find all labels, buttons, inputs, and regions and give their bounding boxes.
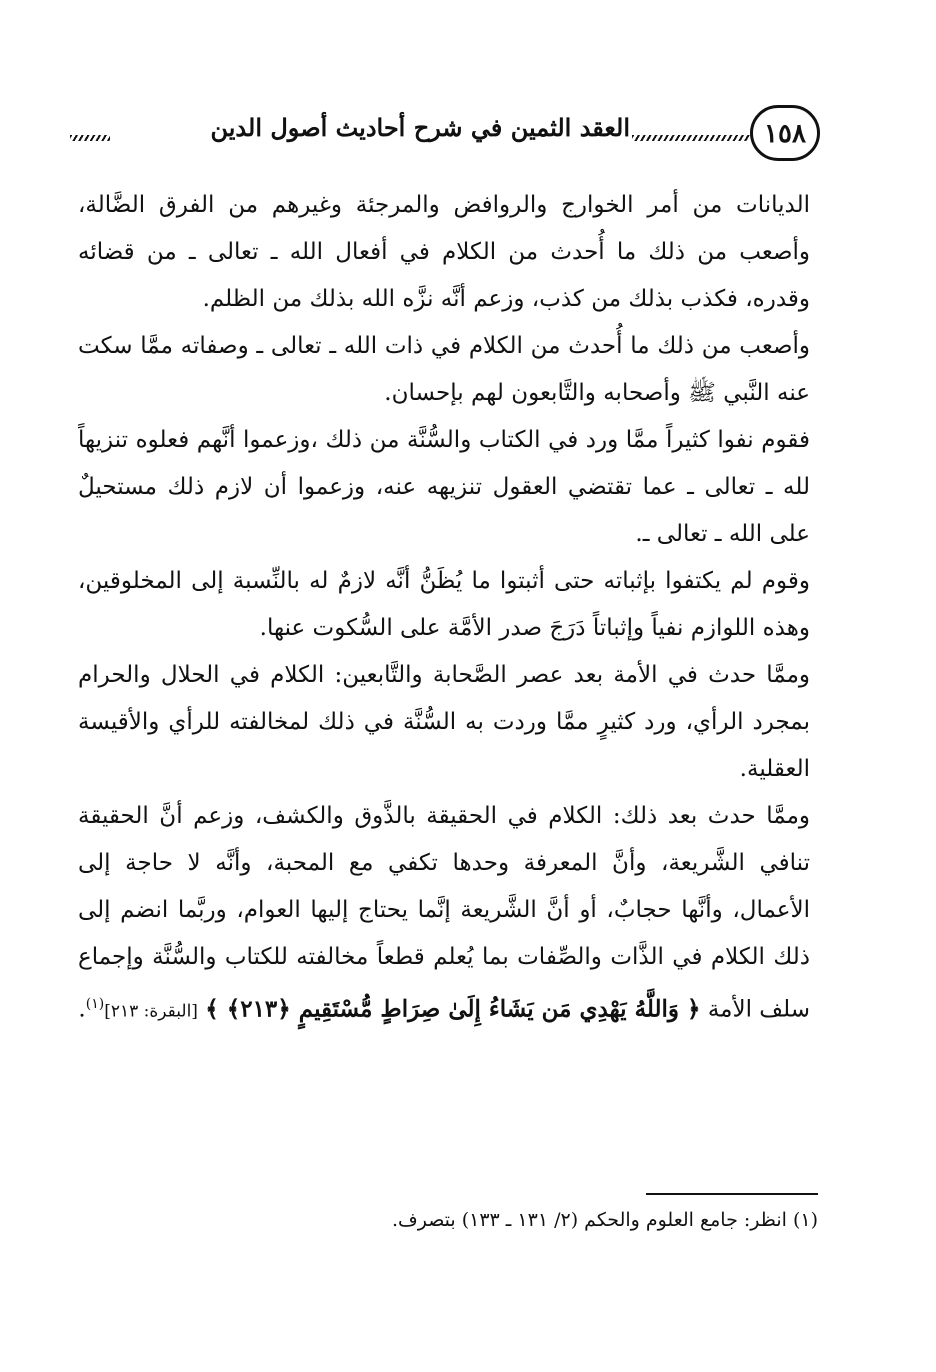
page-header (60, 105, 820, 165)
paragraph: وأصعب من ذلك ما أُحدث من الكلام في ذات الله ـ تعالى ـ وصفاته ممَّا سكت عنه النَّبي ﷺ وأصحابه والتَّابعون لهم بإحسان. (78, 333, 810, 406)
footnote-marker: (١) (85, 996, 105, 1012)
footnote-divider (646, 1193, 818, 1195)
paragraph-text: وممَّا حدث بعد ذلك: الكلام في الحقيقة بالذَّوق والكشف، وزعم أنَّ الحقيقة تنافي الشَّريعة، وأنَّ المعرفة وحدها تكفي مع المحبة، وأنَّه لا حاجة إلى الأعمال، وأنَّها حجابٌ، أو أنَّ الشَّريعة إنَّما يحتاج إليها العوام، وربَّما انضم إلى ذلك الكلام في الذَّات والصِّفات بما يُعلم قطعاً مخالفته للكتاب والسُّنَّة وإجماع سلف الأمة (78, 803, 810, 1023)
page-number: ١٥٨ (750, 105, 820, 161)
paragraph: الديانات من أمر الخوارج والروافض والمرجئة وغيرهم من الفرق الضَّالة، وأصعب من ذلك ما أُحدث من الكلام في أفعال الله ـ تعالى ـ من قضائه وقدره، فكذب بذلك من كذب، وزعم أنَّه نزَّه الله بذلك من الظلم. (78, 192, 810, 312)
footnote: (١) انظر: جامع العلوم والحكم (٢/ ١٣١ ـ ١٣٣) بتصرف. (391, 1209, 818, 1231)
quran-verse: ﴿ وَاللَّهُ يَهْدِي مَن يَشَاءُ إِلَىٰ صِرَاطٍ مُّسْتَقِيمٍ ﴿٢١٣﴾ ﴾ (205, 995, 701, 1023)
paragraph: فقوم نفوا كثيراً ممَّا ورد في الكتاب والسُّنَّة من ذلك ،وزعموا أنَّهم فعلوه تنزيهاً لله ـ تعالى ـ عما تقتضي العقول تنزيهه عنه، وزعموا أن لازم ذلك مستحيلٌ على الله ـ تعالى ـ. (78, 427, 810, 547)
main-text (78, 182, 810, 1036)
verse-reference: [البقرة: ٢١٣] (104, 1001, 198, 1022)
header-ornament-left (70, 135, 110, 141)
paragraph: وممَّا حدث في الأمة بعد عصر الصَّحابة والتَّابعين: الكلام في الحلال والحرام بمجرد الرأي، ورد كثيرٍ ممَّا وردت به السُّنَّة في ذلك لمخالفته للرأي والأقيسة العقلية. (78, 662, 810, 782)
sentence-end: . (78, 996, 86, 1023)
running-title: العقد الثمين في شرح أحاديث أصول الدين (210, 113, 630, 142)
paragraph-last (78, 793, 810, 1036)
header-ornament-right (632, 135, 750, 141)
paragraph: وقوم لم يكتفوا بإثباته حتى أثبتوا ما يُظَنُّ أنَّه لازمٌ له بالنِّسبة إلى المخلوقين، وهذه اللوازم نفياً وإثباتاً دَرَجَ صدر الأمَّة على السُّكوت عنها. (78, 568, 810, 641)
